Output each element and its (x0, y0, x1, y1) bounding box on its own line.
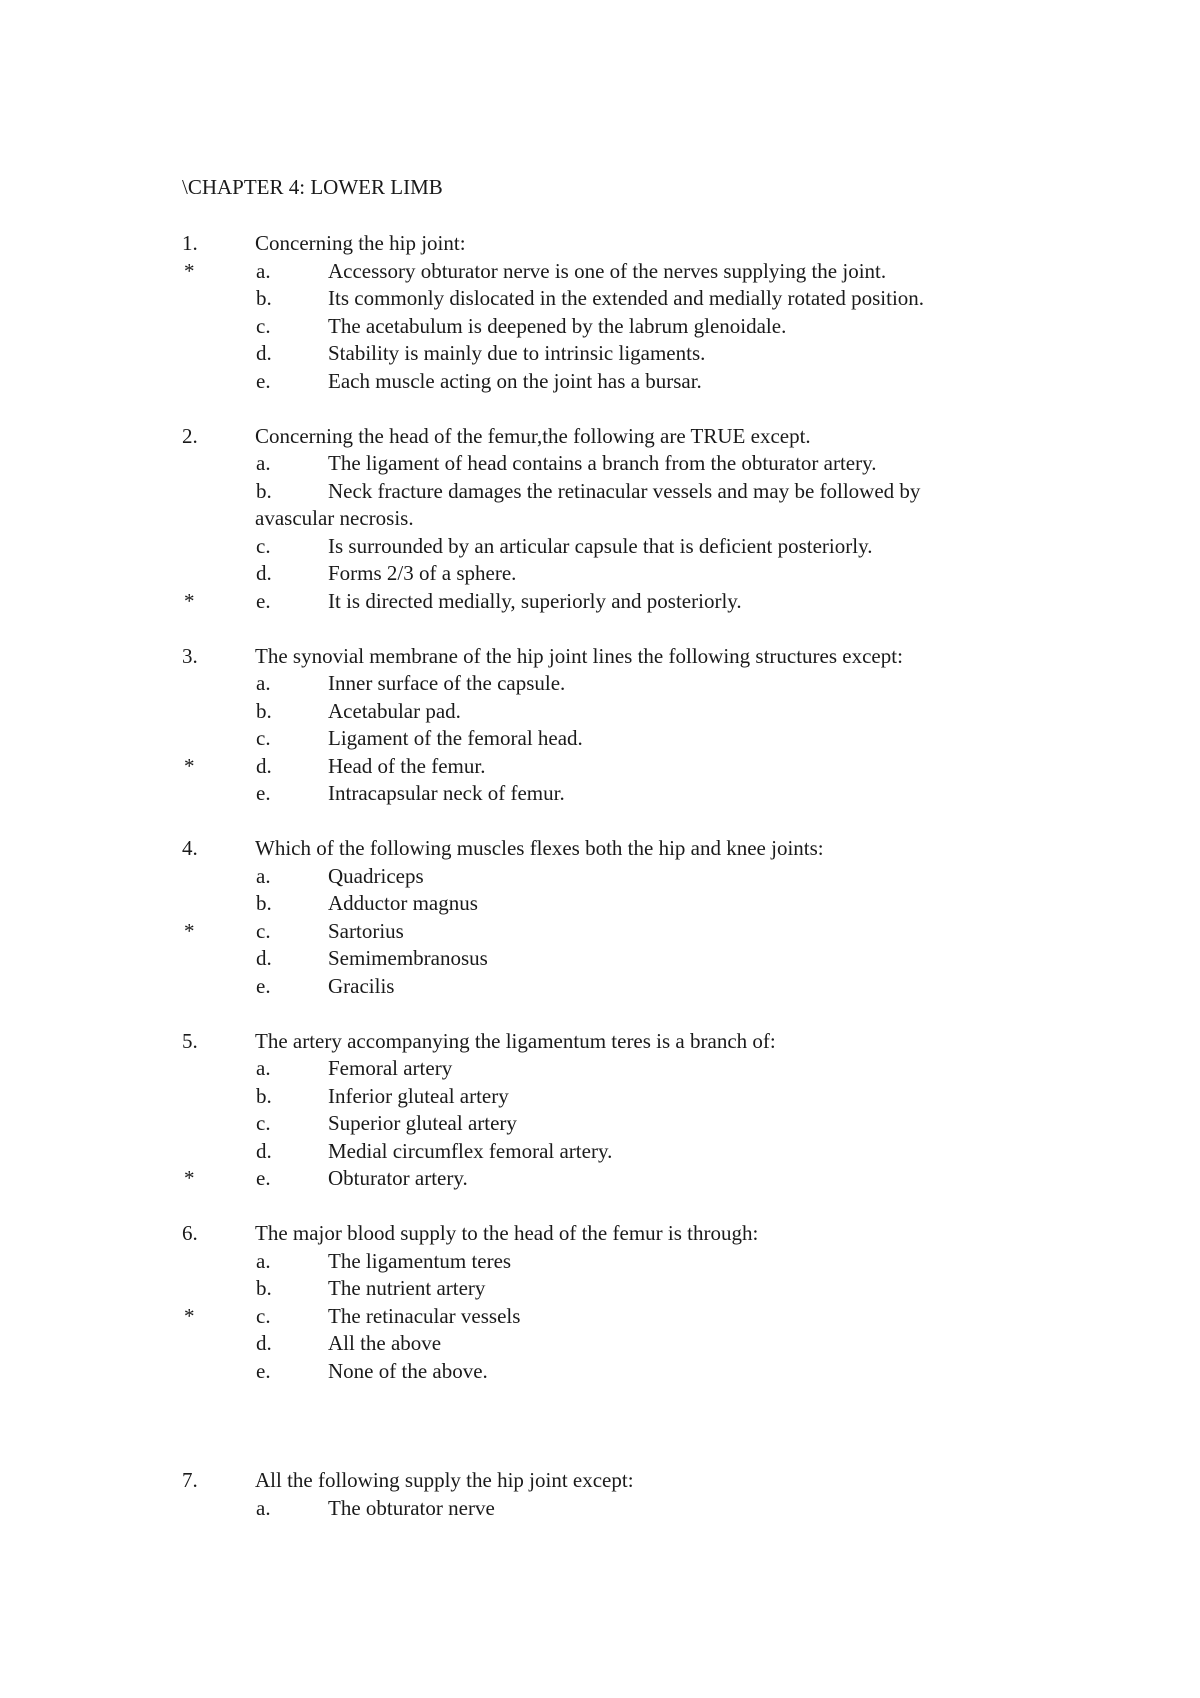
question-line (0, 1028, 1200, 1056)
option-text-continued: avascular necrosis. (255, 506, 414, 530)
option-letter: a. (256, 451, 271, 475)
option-letter: e. (256, 1166, 271, 1190)
answer-marker: * (184, 753, 195, 778)
option-line (0, 478, 1200, 506)
option-letter: b. (256, 698, 272, 723)
option-text: Quadriceps (328, 863, 424, 888)
question-number: 3. (182, 643, 198, 668)
option-text: The nutrient artery (328, 1276, 486, 1300)
option-line (0, 313, 1200, 341)
option-line (0, 1330, 1200, 1358)
answer-marker: * (184, 1166, 195, 1190)
option-letter: d. (256, 561, 272, 585)
question-block (0, 1220, 1200, 1385)
question-line (0, 835, 1200, 863)
option-letter: c. (256, 1303, 271, 1328)
question-line (0, 643, 1200, 671)
option-letter: b. (256, 1083, 272, 1108)
option-line (0, 890, 1200, 918)
option-text: Accessory obturator nerve is one of the nerves supplying the joint. (328, 258, 887, 283)
option-text: Head of the femur. (328, 753, 486, 778)
option-letter: b. (256, 1276, 272, 1300)
question-block (0, 230, 1200, 395)
question-line (0, 1467, 1200, 1495)
option-text: Intracapsular neck of femur. (328, 781, 565, 805)
option-text: Obturator artery. (328, 1166, 468, 1190)
question-text: All the following supply the hip joint except: (255, 1468, 634, 1492)
option-line (0, 670, 1200, 698)
question-number: 1. (182, 231, 198, 255)
option-text: Semimembranosus (328, 946, 488, 970)
option-line (0, 1358, 1200, 1386)
option-line (0, 1165, 1200, 1193)
question-text: Which of the following muscles flexes both the hip and knee joints: (255, 836, 824, 860)
option-text: The acetabulum is deepened by the labrum glenoidale. (328, 313, 787, 338)
option-text: None of the above. (328, 1358, 488, 1383)
option-letter: e. (256, 1358, 271, 1383)
option-letter: b. (256, 286, 272, 310)
option-letter: b. (256, 478, 272, 503)
option-line (0, 1248, 1200, 1276)
option-text: The obturator nerve (328, 1495, 495, 1520)
option-text: Superior gluteal artery (328, 1111, 517, 1135)
option-text: Neck fracture damages the retinacular vessels and may be followed by (328, 478, 921, 503)
option-line (0, 340, 1200, 368)
option-line (0, 1055, 1200, 1083)
option-line (0, 560, 1200, 588)
option-letter: a. (256, 1056, 271, 1080)
option-line (0, 588, 1200, 616)
question-list (0, 230, 1200, 1550)
option-text: Medial circumflex femoral artery. (328, 1138, 613, 1163)
option-text: All the above (328, 1331, 442, 1355)
question-line (0, 230, 1200, 258)
option-line (0, 258, 1200, 286)
option-letter: e. (256, 973, 271, 998)
option-text: Sartorius (328, 918, 404, 943)
option-line (0, 1495, 1200, 1523)
option-letter: c. (256, 726, 271, 750)
option-text: Inner surface of the capsule. (328, 671, 566, 695)
option-line (0, 945, 1200, 973)
option-letter: a. (256, 863, 271, 888)
option-letter: d. (256, 1138, 272, 1163)
option-line (0, 533, 1200, 561)
option-line (0, 1110, 1200, 1138)
question-block (0, 835, 1200, 1000)
option-line (0, 725, 1200, 753)
option-text: The ligament of head contains a branch from the obturator artery. (328, 451, 877, 475)
option-text: Gracilis (328, 973, 395, 998)
option-letter: e. (256, 588, 271, 613)
option-line (0, 1138, 1200, 1166)
question-block (0, 1467, 1200, 1522)
question-number: 2. (182, 423, 198, 448)
question-text: The synovial membrane of the hip joint lines the following structures except: (255, 643, 903, 668)
option-text: It is directed medially, superiorly and posteriorly. (328, 588, 742, 613)
option-text: Adductor magnus (328, 891, 478, 915)
option-text: Acetabular pad. (328, 698, 461, 723)
option-letter: a. (256, 258, 271, 283)
option-text: Its commonly dislocated in the extended and medially rotated position. (328, 286, 925, 310)
option-text: Is surrounded by an articular capsule that is deficient posteriorly. (328, 533, 873, 558)
option-text: Femoral artery (328, 1056, 453, 1080)
option-letter: e. (256, 781, 271, 805)
option-line (0, 863, 1200, 891)
option-letter: c. (256, 533, 271, 558)
option-text: Inferior gluteal artery (328, 1083, 509, 1108)
question-number: 4. (182, 836, 198, 860)
option-letter: d. (256, 1331, 272, 1355)
question-line (0, 1220, 1200, 1248)
option-text: The ligamentum teres (328, 1248, 512, 1273)
chapter-title: \CHAPTER 4: LOWER LIMB (182, 175, 443, 199)
option-text: Stability is mainly due to intrinsic ligaments. (328, 341, 706, 365)
option-letter: c. (256, 313, 271, 338)
option-letter: c. (256, 1111, 271, 1135)
answer-marker: * (184, 258, 195, 283)
option-letter: c. (256, 918, 271, 943)
option-letter: a. (256, 1248, 271, 1273)
question-text: The major blood supply to the head of the femur is through: (255, 1221, 759, 1245)
option-line (0, 1303, 1200, 1331)
option-line (0, 698, 1200, 726)
answer-marker: * (184, 918, 195, 943)
question-number: 6. (182, 1221, 198, 1245)
question-text: Concerning the hip joint: (255, 231, 466, 255)
option-line (0, 1083, 1200, 1111)
option-letter: e. (256, 368, 271, 393)
option-text: Ligament of the femoral head. (328, 726, 583, 750)
option-line (0, 285, 1200, 313)
question-block (0, 643, 1200, 808)
option-line (0, 1275, 1200, 1303)
option-text: The retinacular vessels (328, 1303, 521, 1328)
answer-marker: * (184, 1303, 195, 1328)
option-line (0, 780, 1200, 808)
question-block (0, 1028, 1200, 1193)
option-line (0, 368, 1200, 396)
option-letter: b. (256, 891, 272, 915)
option-letter: d. (256, 946, 272, 970)
answer-marker: * (184, 588, 195, 613)
option-text: Each muscle acting on the joint has a bursar. (328, 368, 702, 393)
option-line (0, 450, 1200, 478)
option-text: Forms 2/3 of a sphere. (328, 561, 517, 585)
option-letter: d. (256, 753, 272, 778)
question-text: Concerning the head of the femur,the following are TRUE except. (255, 423, 811, 448)
option-letter: a. (256, 1495, 271, 1520)
option-line (0, 973, 1200, 1001)
option-line (0, 918, 1200, 946)
option-letter: a. (256, 671, 271, 695)
option-line (0, 753, 1200, 781)
question-text: The artery accompanying the ligamentum teres is a branch of: (255, 1028, 776, 1053)
question-block (0, 423, 1200, 616)
question-line (0, 423, 1200, 451)
question-number: 7. (182, 1468, 198, 1492)
option-letter: d. (256, 341, 272, 365)
question-number: 5. (182, 1028, 198, 1053)
